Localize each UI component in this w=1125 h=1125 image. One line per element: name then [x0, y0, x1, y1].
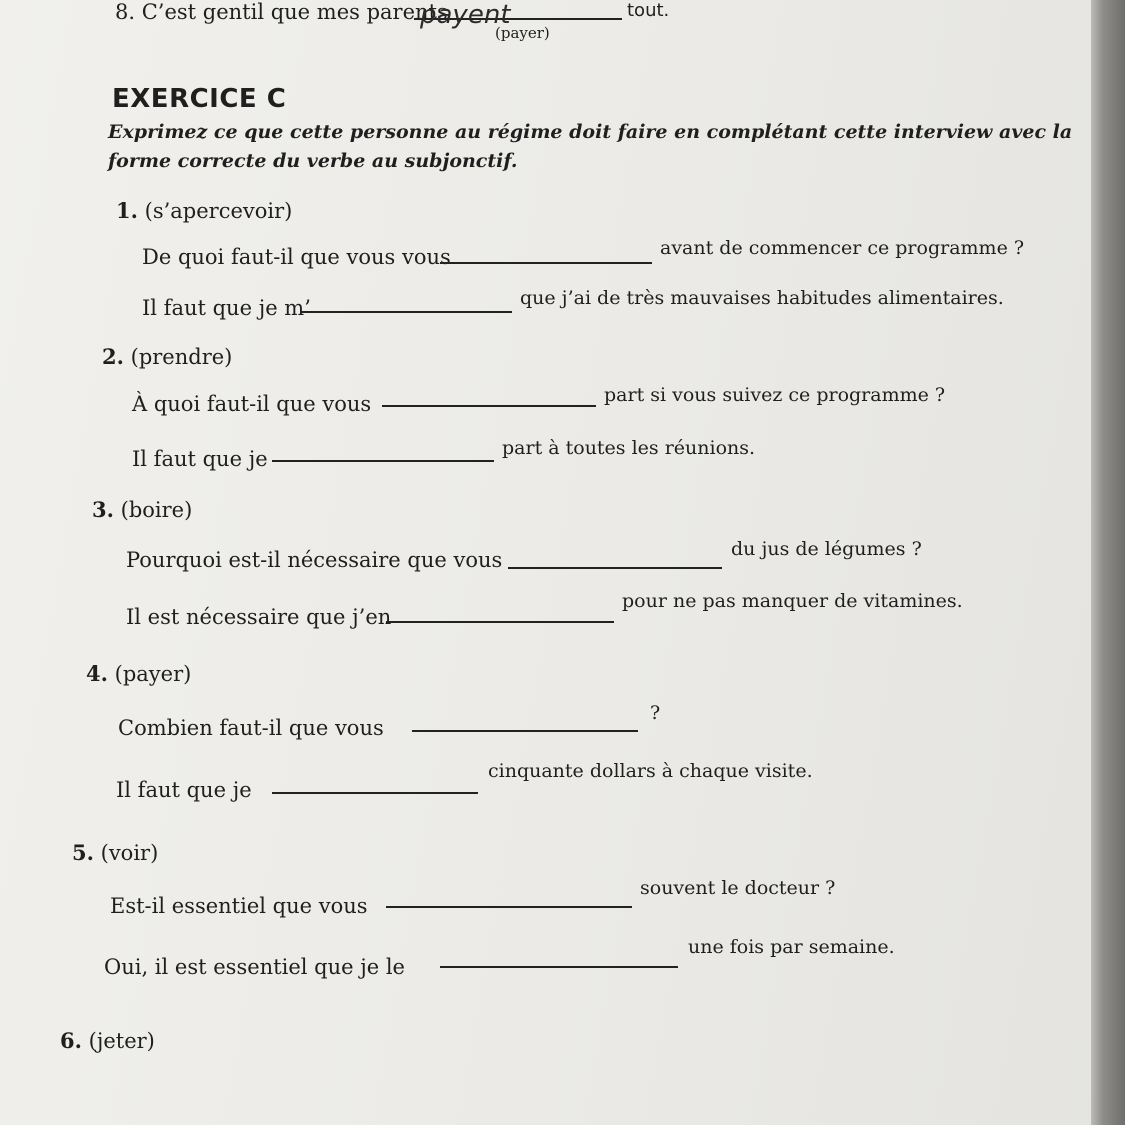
exercise-instructions: Exprimez ce que cette personne au régime doit faire en complétant cette interview avec la forme correcte du verbe au subjonctif. [108, 121, 1073, 172]
item-8-handwritten-answer: payent [420, 0, 511, 30]
item-3-header: 3. (boire) [92, 497, 193, 522]
item-5-question-blank[interactable] [386, 906, 632, 908]
item-2-header: 2. (prendre) [102, 344, 233, 369]
item-4-answer-blank[interactable] [272, 792, 478, 794]
item-5-header: 5. (voir) [72, 840, 159, 865]
item-5-question-before: Est-il essentiel que vous [110, 894, 368, 918]
item-1-question-blank[interactable] [440, 262, 652, 264]
item-4-question-after: ? [650, 702, 661, 724]
item-3-question-blank[interactable] [508, 567, 722, 569]
item-5-question-after: souvent le docteur ? [640, 877, 836, 899]
item-8-after: tout. [627, 0, 670, 21]
item-8-text: 8. C’est gentil que mes parents [115, 0, 448, 24]
item-2-question-after: part si vous suivez ce programme ? [604, 384, 946, 406]
item-1-header: 1. (s’apercevoir) [116, 198, 293, 223]
item-3-answer-after: pour ne pas manquer de vitamines. [622, 590, 963, 612]
item-3-answer-blank[interactable] [386, 621, 614, 623]
item-4-question-before: Combien faut-il que vous [118, 716, 384, 740]
item-4-question-blank[interactable] [412, 730, 638, 732]
item-1-question-after: avant de commencer ce programme ? [660, 237, 1025, 259]
item-2-answer-blank[interactable] [272, 460, 494, 462]
item-1-answer-before: Il faut que je m’ [142, 296, 311, 320]
item-4-header: 4. (payer) [86, 661, 192, 686]
item-6-header: 6. (jeter) [60, 1028, 155, 1053]
item-2-question-blank[interactable] [382, 405, 596, 407]
item-5-answer-blank[interactable] [440, 966, 678, 968]
item-5-answer-before: Oui, il est essentiel que je le [104, 955, 405, 979]
item-2-answer-before: Il faut que je [132, 447, 268, 471]
item-4-answer-before: Il faut que je [116, 778, 252, 802]
item-5-answer-after: une fois par semaine. [688, 936, 895, 958]
item-2-question-before: À quoi faut-il que vous [132, 392, 372, 416]
item-3-question-before: Pourquoi est-il nécessaire que vous [126, 548, 503, 572]
exercise-title: EXERCICE C [112, 84, 287, 114]
item-1-answer-blank[interactable] [300, 311, 512, 313]
item-3-question-after: du jus de légumes ? [731, 538, 922, 560]
item-3-answer-before: Il est nécessaire que j’en [126, 605, 392, 629]
item-2-answer-after: part à toutes les réunions. [502, 437, 756, 459]
item-4-answer-after: cinquante dollars à chaque visite. [488, 760, 813, 782]
item-8-verb: (payer) [495, 24, 550, 42]
item-1-answer-after: que j’ai de très mauvaises habitudes alimentaires. [520, 287, 1004, 309]
item-1-question-before: De quoi faut-il que vous vous [142, 245, 451, 269]
